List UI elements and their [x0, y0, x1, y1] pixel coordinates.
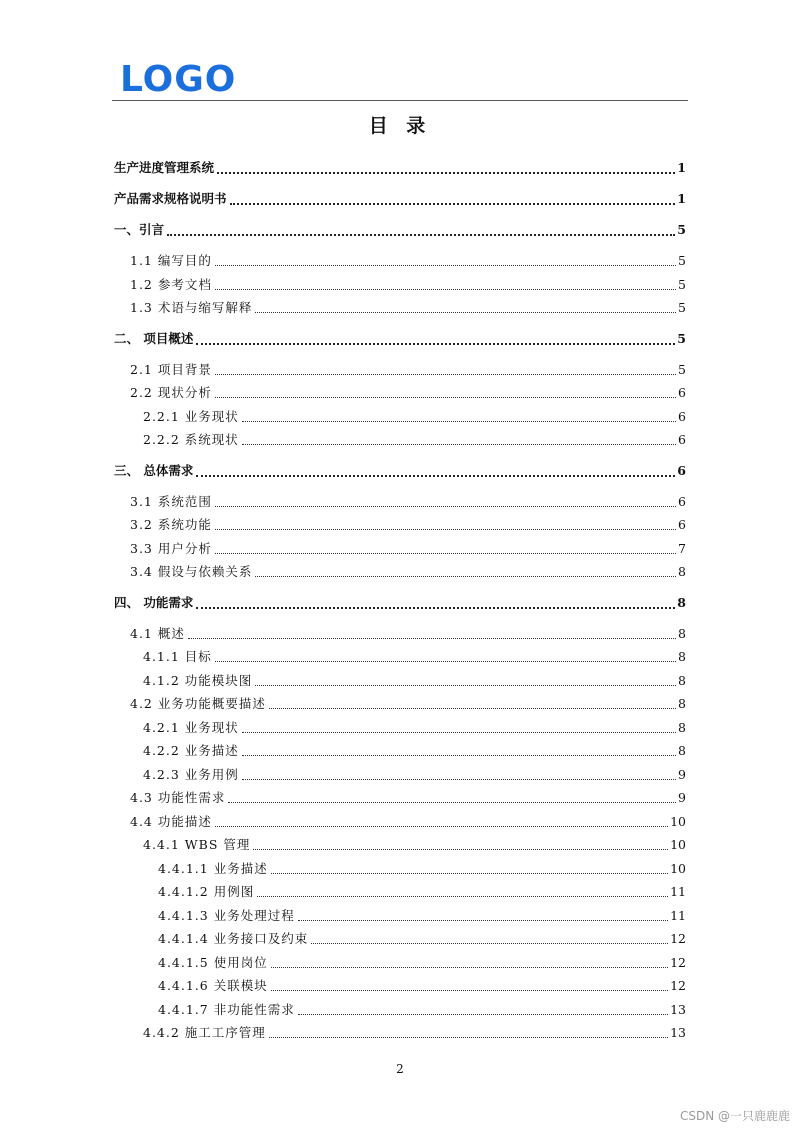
toc-entry[interactable]: [114, 490, 686, 514]
toc-entry-page: 8: [678, 649, 686, 664]
toc-dot-leader: [242, 421, 676, 422]
toc-entry-page: 13: [670, 1001, 686, 1017]
toc-entry-label: 2.2 现状分析: [130, 385, 212, 400]
toc-entry-page: 12: [670, 978, 686, 993]
toc-entry-page: 5: [678, 253, 686, 268]
logo: LOGO: [120, 59, 237, 100]
toc-entry-page: 10: [670, 813, 686, 829]
toc-entry-page: 9: [678, 766, 686, 782]
toc-entry[interactable]: [114, 622, 686, 646]
toc-entry-label: 生产进度管理系统: [114, 160, 215, 175]
toc-entry[interactable]: [114, 951, 686, 975]
toc-dot-leader: [188, 638, 676, 639]
toc-entry-page: 11: [670, 907, 686, 923]
toc-entry-label: 3.4 假设与依赖关系: [130, 564, 253, 579]
toc-entry[interactable]: [114, 716, 686, 740]
toc-entry-label: 2.1 项目背景: [130, 361, 212, 377]
toc-entry-label: 4.2.1 业务现状: [143, 719, 239, 735]
toc-entry-label: 4.2 业务功能概要描述: [130, 696, 266, 711]
toc-entry-label: 4.1 概述: [130, 625, 185, 641]
toc-entry-label: 2.2.1 业务现状: [143, 408, 239, 424]
toc-entry[interactable]: [114, 998, 686, 1022]
toc-entry[interactable]: [114, 645, 686, 669]
toc-entry-page: 5: [678, 276, 686, 292]
toc-entry-page: 6: [678, 385, 686, 400]
toc-entry-label: 三、 总体需求: [114, 462, 194, 478]
toc-entry-page: 6: [678, 432, 686, 447]
toc-entry[interactable]: [114, 763, 686, 787]
toc-dot-leader: [242, 779, 676, 780]
toc-entry[interactable]: [114, 927, 686, 951]
toc-dot-leader: [311, 943, 668, 944]
toc-dot-leader: [269, 708, 676, 709]
toc-dot-leader: [215, 397, 676, 398]
toc-entry-label: 4.1.1 目标: [143, 649, 212, 664]
toc-dot-leader: [257, 896, 668, 897]
toc-entry[interactable]: [114, 273, 686, 297]
toc-entry-label: 4.4.1.3 业务处理过程: [158, 907, 295, 923]
toc-entry-label: 3.2 系统功能: [130, 517, 212, 532]
toc-entry-label: 4.4.1.1 业务描述: [158, 860, 268, 876]
toc-entry-page: 6: [678, 493, 686, 509]
table-of-contents: [114, 156, 686, 1045]
toc-dot-leader: [253, 849, 668, 850]
toc-entry-page: 6: [678, 517, 686, 532]
toc-entry-label: 4.4.1.7 非功能性需求: [158, 1001, 295, 1017]
watermark: CSDN @一只鹿鹿鹿: [679, 1109, 790, 1123]
toc-entry-page: 10: [670, 837, 686, 852]
toc-entry-label: 2.2.2 系统现状: [143, 432, 239, 447]
toc-dot-leader: [167, 234, 675, 236]
toc-entry[interactable]: [114, 187, 686, 211]
toc-entry[interactable]: [114, 833, 686, 857]
toc-entry-label: 二、 项目概述: [114, 330, 194, 346]
toc-entry-page: 5: [678, 361, 686, 377]
toc-entry[interactable]: [114, 857, 686, 881]
toc-entry[interactable]: [114, 560, 686, 584]
toc-entry-label: 产品需求规格说明书: [114, 191, 227, 206]
toc-entry-page: 11: [670, 884, 686, 899]
toc-entry[interactable]: [114, 669, 686, 693]
toc-entry-label: 4.4.2 施工工序管理: [143, 1025, 266, 1040]
toc-dot-leader: [242, 755, 676, 756]
toc-entry-label: 4.2.2 业务描述: [143, 743, 239, 758]
toc-entry-page: 1: [677, 160, 686, 175]
toc-dot-leader: [269, 1037, 668, 1038]
toc-entry[interactable]: [114, 739, 686, 763]
toc-entry-page: 8: [678, 564, 686, 579]
toc-entry[interactable]: [114, 381, 686, 405]
toc-dot-leader: [242, 732, 676, 733]
toc-entry-page: 6: [677, 462, 686, 478]
toc-entry-page: 5: [677, 222, 686, 237]
toc-entry[interactable]: [114, 405, 686, 429]
toc-entry-label: 3.3 用户分析: [130, 540, 212, 556]
toc-entry[interactable]: [114, 513, 686, 537]
toc-dot-leader: [215, 529, 676, 530]
toc-entry-page: 9: [678, 790, 686, 805]
toc-dot-leader: [255, 312, 676, 313]
toc-dot-leader: [215, 826, 668, 827]
toc-dot-leader: [196, 475, 675, 477]
toc-entry-label: 1.3 术语与缩写解释: [130, 300, 253, 315]
toc-dot-leader: [242, 444, 676, 445]
toc-entry[interactable]: [114, 1021, 686, 1045]
toc-entry-label: 4.3 功能性需求: [130, 790, 226, 805]
toc-dot-leader: [271, 990, 668, 991]
toc-dot-leader: [271, 967, 668, 968]
toc-entry-label: 1.2 参考文档: [130, 276, 212, 292]
toc-entry-label: 4.4.1 WBS 管理: [143, 837, 251, 852]
toc-dot-leader: [230, 203, 676, 205]
page-number: 2: [396, 1062, 404, 1076]
toc-entry-page: 8: [678, 696, 686, 711]
toc-entry-page: 8: [678, 625, 686, 641]
toc-entry-page: 12: [670, 954, 686, 970]
toc-entry-page: 5: [677, 330, 686, 346]
toc-entry[interactable]: [114, 218, 686, 242]
toc-entry-page: 10: [670, 860, 686, 876]
toc-entry-page: 8: [678, 743, 686, 758]
toc-entry-page: 12: [670, 931, 686, 946]
toc-entry[interactable]: [114, 810, 686, 834]
toc-entry-label: 3.1 系统范围: [130, 493, 212, 509]
toc-entry-page: 7: [678, 540, 686, 556]
toc-entry-label: 四、 功能需求: [114, 594, 194, 610]
toc-entry-page: 5: [678, 300, 686, 315]
toc-dot-leader: [215, 265, 676, 266]
toc-entry-label: 1.1 编写目的: [130, 253, 212, 268]
toc-entry[interactable]: [114, 249, 686, 273]
toc-entry-page: 8: [678, 719, 686, 735]
toc-title: 目 录: [368, 115, 432, 137]
toc-dot-leader: [217, 172, 675, 174]
toc-entry[interactable]: [114, 327, 686, 351]
toc-entry[interactable]: [114, 428, 686, 452]
toc-entry[interactable]: [114, 156, 686, 180]
toc-entry-label: 4.4.1.5 使用岗位: [158, 954, 268, 970]
toc-dot-leader: [215, 506, 676, 507]
toc-entry[interactable]: [114, 358, 686, 382]
toc-entry[interactable]: [114, 591, 686, 615]
toc-entry[interactable]: [114, 974, 686, 998]
toc-entry[interactable]: [114, 692, 686, 716]
toc-dot-leader: [228, 802, 676, 803]
toc-entry[interactable]: [114, 786, 686, 810]
toc-entry-label: 4.1.2 功能模块图: [143, 672, 253, 688]
toc-dot-leader: [298, 920, 668, 921]
toc-dot-leader: [271, 873, 668, 874]
toc-entry-label: 4.4.1.2 用例图: [158, 884, 255, 899]
toc-entry-page: 1: [677, 191, 686, 206]
toc-entry[interactable]: [114, 296, 686, 320]
toc-entry-page: 13: [670, 1025, 686, 1040]
toc-dot-leader: [215, 374, 676, 375]
toc-dot-leader: [298, 1014, 668, 1015]
toc-dot-leader: [255, 685, 676, 686]
toc-entry-label: 4.2.3 业务用例: [143, 766, 239, 782]
toc-dot-leader: [215, 553, 676, 554]
toc-dot-leader: [196, 343, 675, 345]
toc-entry-label: 4.4.1.6 关联模块: [158, 978, 268, 993]
toc-entry-label: 4.4 功能描述: [130, 813, 212, 829]
toc-entry[interactable]: [114, 459, 686, 483]
toc-entry-page: 8: [677, 594, 686, 610]
toc-entry[interactable]: [114, 904, 686, 928]
toc-entry-label: 4.4.1.4 业务接口及约束: [158, 931, 309, 946]
toc-dot-leader: [215, 289, 676, 290]
toc-dot-leader: [215, 661, 676, 662]
toc-dot-leader: [255, 576, 676, 577]
toc-entry-label: 一、引言: [114, 222, 165, 237]
header-divider: [112, 100, 688, 101]
toc-entry-page: 6: [678, 408, 686, 424]
toc-dot-leader: [196, 607, 675, 609]
toc-entry[interactable]: [114, 880, 686, 904]
toc-entry-page: 8: [678, 672, 686, 688]
toc-entry[interactable]: [114, 537, 686, 561]
